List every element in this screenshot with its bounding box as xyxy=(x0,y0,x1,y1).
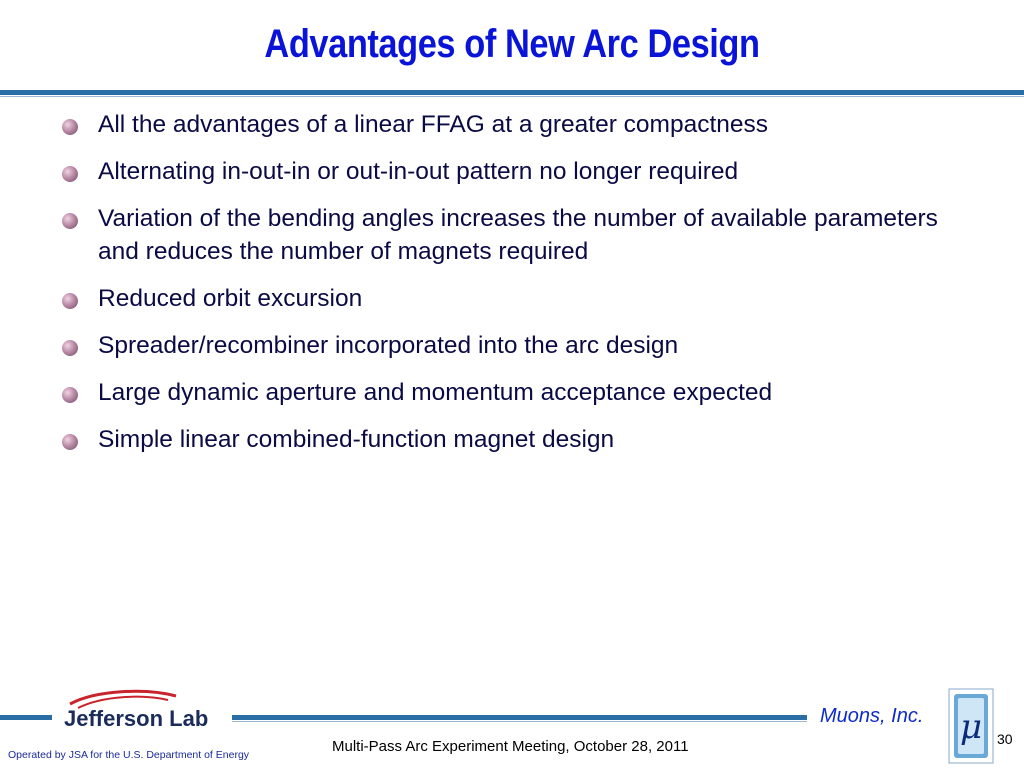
mu-symbol: μ xyxy=(959,707,983,747)
bullet-text: Alternating in-out-in or out-in-out pattern no longer required xyxy=(98,158,739,185)
bullet-text: All the advantages of a linear FFAG at a greater compactness xyxy=(98,111,769,138)
bullet-text: Spreader/recombiner incorporated into the arc design xyxy=(98,332,679,359)
bullet-item xyxy=(62,202,962,268)
footer-divider-shadow xyxy=(232,721,807,722)
bullet-item xyxy=(62,329,962,362)
logo-text: Jefferson Lab xyxy=(64,706,209,731)
bullet-item xyxy=(62,423,962,456)
title-divider xyxy=(0,90,1024,95)
slide-title: Advantages of New Arc Design xyxy=(264,22,760,66)
page-number: 30 xyxy=(997,731,1013,747)
jefferson-lab-logo xyxy=(56,688,230,740)
meeting-text: Multi-Pass Arc Experiment Meeting, October 28, 2011 xyxy=(332,738,689,755)
bullet-icon xyxy=(62,213,78,229)
bullet-item xyxy=(62,376,962,409)
footer-divider xyxy=(232,715,807,720)
bullet-text: Simple linear combined-function magnet design xyxy=(98,426,615,453)
bullet-icon xyxy=(62,166,78,182)
bullet-item xyxy=(62,108,962,141)
bullet-icon xyxy=(62,340,78,356)
bullet-text: Reduced orbit excursion xyxy=(98,285,363,312)
footer-divider-left xyxy=(0,715,52,720)
bullet-icon xyxy=(62,119,78,135)
bullet-text: Variation of the bending angles increases the number of available parameters and reduces the number of magnets required xyxy=(98,205,938,265)
muons-inc-brand: Muons, Inc. xyxy=(820,705,924,727)
mu-logo xyxy=(948,688,994,764)
bullet-icon xyxy=(62,293,78,309)
title-divider-shadow xyxy=(0,96,1024,97)
bullet-item xyxy=(62,155,962,188)
bullet-text: Large dynamic aperture and momentum acceptance expected xyxy=(98,379,773,406)
bullet-list xyxy=(62,108,962,470)
operated-by-text: Operated by JSA for the U.S. Department of Energy xyxy=(8,749,250,761)
bullet-item xyxy=(62,282,962,315)
bullet-icon xyxy=(62,387,78,403)
bullet-icon xyxy=(62,434,78,450)
